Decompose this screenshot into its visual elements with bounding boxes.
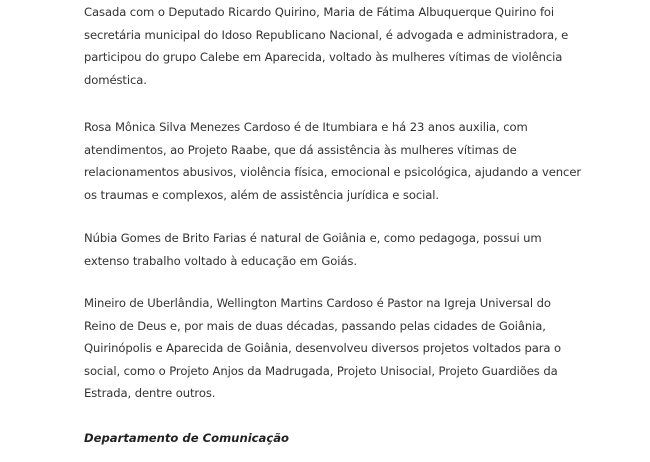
paragraph-rosa-monica: Rosa Mônica Silva Menezes Cardoso é de Itumbiara e há 23 anos auxilia, com atendimentos, ao Projeto Raabe, que dá assistência às mulheres vítimas de relacionamentos abusivos, violência física, emocional e psicológica, ajudando a vencer os traumas e complexos, além de assistência jurídica e social. xyxy=(84,120,582,202)
paragraph-wellington-martins: Mineiro de Uberlândia, Wellington Martins Cardoso é Pastor na Igreja Universal do Reino de Deus e, por mais de duas décadas, passando pelas cidades de Goiânia, Quirinópolis e Aparecida de Goiânia, desenvolveu diversos projetos voltados para o social, como o Projeto Anjos da Madrugada, Projeto Unisocial, Projeto Guardiões da Estrada, dentre outros. xyxy=(84,296,561,400)
signature-department: Departamento de Comunicação xyxy=(84,431,290,445)
paragraph-maria-de-fatima: Casada com o Deputado Ricardo Quirino, Maria de Fátima Albuquerque Quirino foi secretária municipal do Idoso Republicano Nacional, é advogada e administradora, e participou do grupo Calebe em Aparecida, voltado às mulheres vítimas de violência doméstica. xyxy=(84,5,569,87)
paragraph-nubia-gomes: Núbia Gomes de Brito Farias é natural de Goiânia e, como pedagoga, possui um extenso trabalho voltado à educação em Goiás. xyxy=(84,231,542,268)
